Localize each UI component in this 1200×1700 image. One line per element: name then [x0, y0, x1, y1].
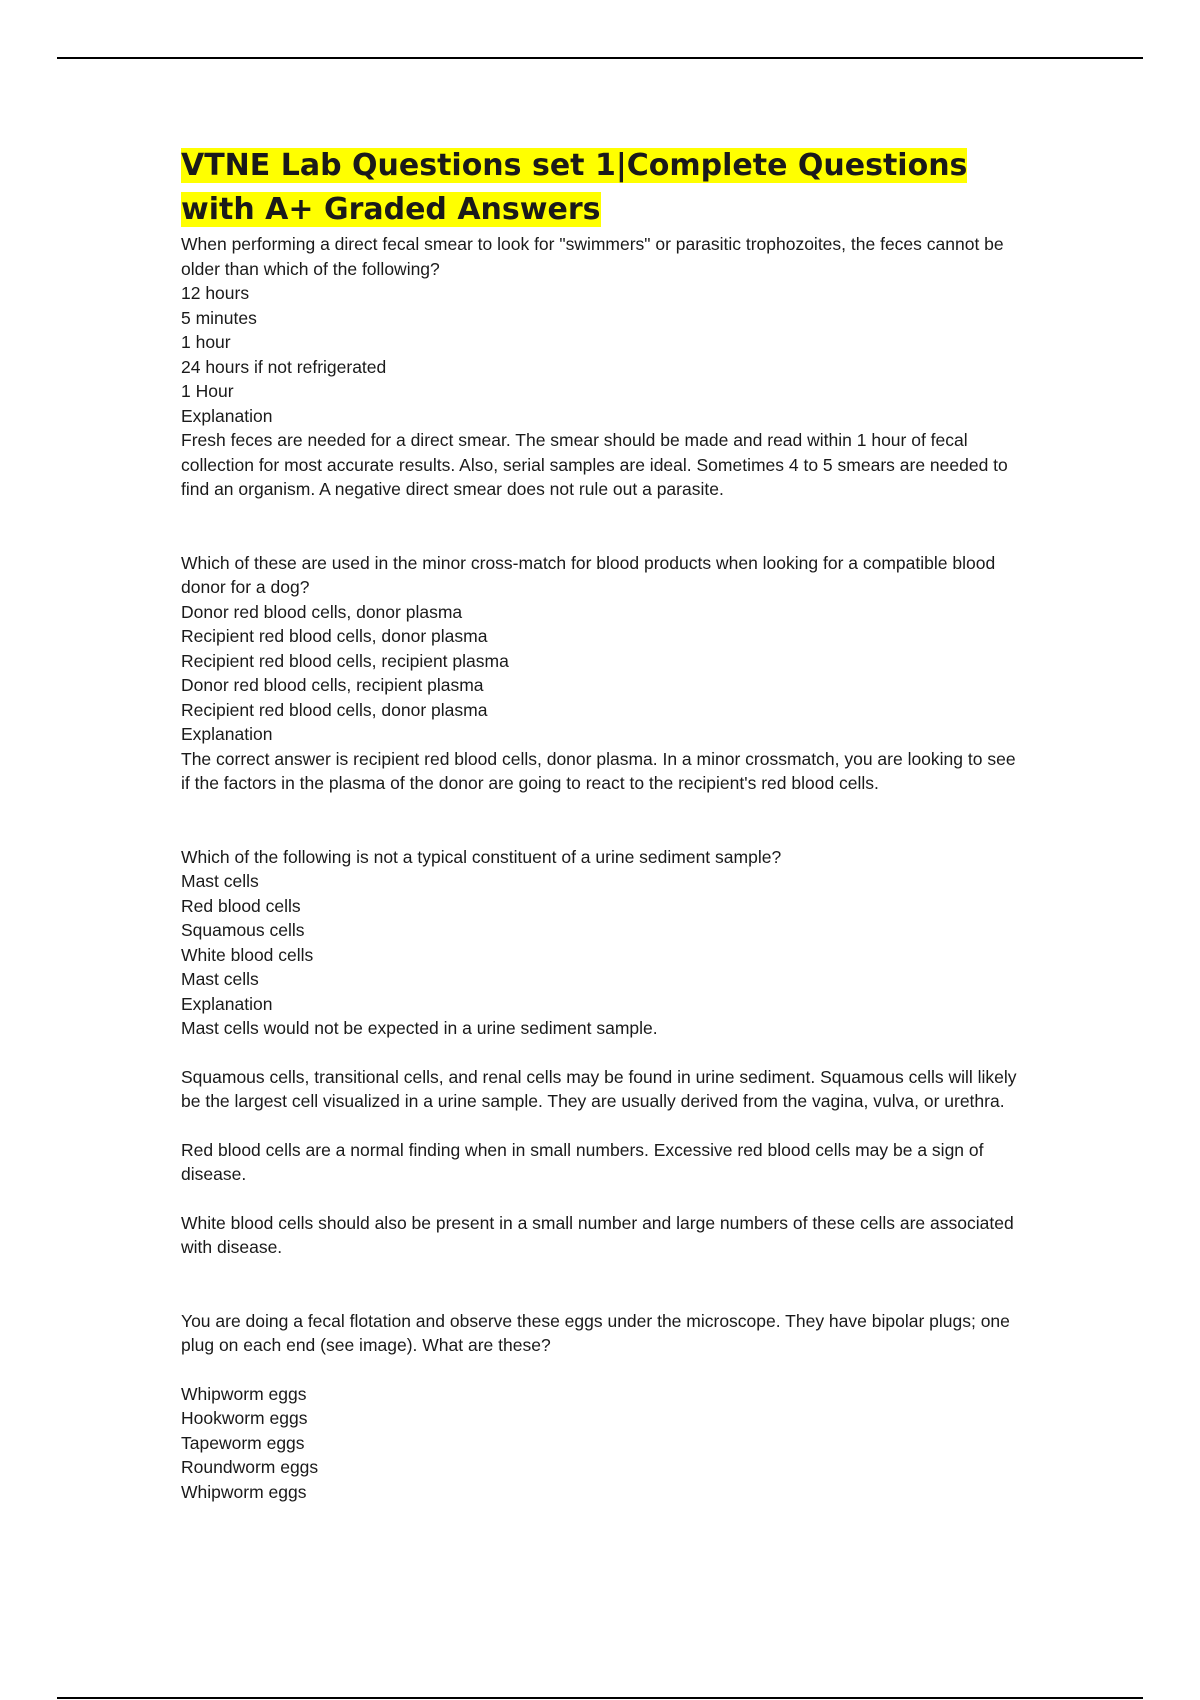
- header-rule: [57, 57, 1143, 59]
- explanation-text: Mast cells would not be expected in a urine sediment sample.: [181, 1018, 658, 1038]
- explanation-text: Red blood cells are a normal finding when in small numbers. Excessive red blood cells may be a sign of disease.: [181, 1139, 984, 1184]
- explanation-text: The correct answer is recipient red blood cells, donor plasma. In a minor crossmatch, you are looking to see if the factors in the plasma of the donor are going to react to the recipient's red blood cells.: [181, 748, 1016, 793]
- answer: Whipworm eggs: [181, 1481, 307, 1502]
- option: Red blood cells: [181, 895, 301, 916]
- explanation-text: Squamous cells, transitional cells, and renal cells may be found in urine sediment. Squamous cells will likely be the largest cell visualized in a urine sample. They are usually derived from the vagina, vulva, or urethra.: [181, 1066, 1017, 1111]
- option: Donor red blood cells, donor plasma: [181, 601, 463, 622]
- option: Whipworm eggs: [181, 1383, 307, 1404]
- question-block-2: [181, 551, 1021, 796]
- question-block-4: [181, 1309, 1021, 1505]
- answer: Mast cells: [181, 969, 259, 989]
- answer: 1 Hour: [181, 381, 234, 401]
- option: Squamous cells: [181, 920, 305, 940]
- option: 5 minutes: [181, 307, 257, 328]
- option: 12 hours: [181, 283, 250, 303]
- page-title: [181, 144, 1021, 232]
- option: Tapeworm eggs: [181, 1432, 305, 1453]
- option: Roundworm eggs: [181, 1457, 319, 1477]
- option: Donor red blood cells, recipient plasma: [181, 675, 484, 695]
- question-block-3: [181, 845, 1021, 1260]
- option: 24 hours if not refrigerated: [181, 356, 387, 377]
- option: White blood cells: [181, 944, 314, 965]
- option: 1 hour: [181, 332, 231, 352]
- question-text: Which of the following is not a typical constituent of a urine sediment sample?: [181, 846, 782, 867]
- explanation-text: Fresh feces are needed for a direct smear. The smear should be made and read within 1 hour of fecal collection for most accurate results. Also, serial samples are ideal. Sometimes 4 to 5 smears are needed to find an organism. A negative direct smear does not rule out a parasite.: [181, 430, 1008, 499]
- option: Mast cells: [181, 871, 259, 891]
- explanation-label: Explanation: [181, 724, 273, 744]
- explanation-label: Explanation: [181, 993, 273, 1014]
- question-block-1: [181, 232, 1021, 502]
- question-text: Which of these are used in the minor cross-match for blood products when looking for a compatible blood donor for a dog?: [181, 552, 996, 597]
- question-text: When performing a direct fecal smear to look for "swimmers" or parasitic trophozoites, the feces cannot be older than which of the following?: [181, 234, 1004, 279]
- option: Recipient red blood cells, recipient plasma: [181, 650, 509, 671]
- footer-rule: [57, 1697, 1143, 1699]
- option: Hookworm eggs: [181, 1408, 308, 1428]
- title-highlight: VTNE Lab Questions set 1|Complete Questions with A+ Graded Answers: [181, 148, 968, 227]
- document-body: [181, 144, 1021, 1504]
- explanation-label: Explanation: [181, 405, 273, 426]
- option: Recipient red blood cells, donor plasma: [181, 626, 488, 646]
- explanation-text: White blood cells should also be present in a small number and large numbers of these cells are associated with disease.: [181, 1212, 1014, 1257]
- answer: Recipient red blood cells, donor plasma: [181, 699, 488, 720]
- question-text: You are doing a fecal flotation and observe these eggs under the microscope. They have bipolar plugs; one plug on each end (see image). What are these?: [181, 1310, 1010, 1355]
